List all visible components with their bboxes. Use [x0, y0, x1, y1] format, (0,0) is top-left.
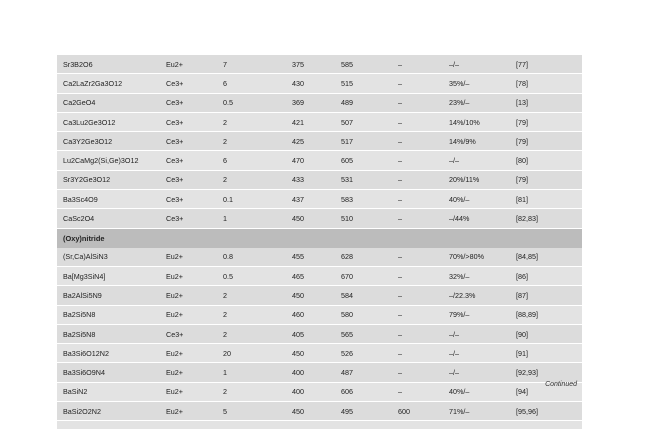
concentration-cell: 2	[217, 382, 286, 401]
efficiency-cell: 14%/10%	[443, 112, 510, 131]
host-cell: CaSc2O4	[57, 209, 160, 228]
concentration-cell: 6	[217, 151, 286, 170]
concentration-cell: 2	[217, 286, 286, 305]
efficiency-cell: 32%/–	[443, 266, 510, 285]
table-row	[57, 324, 582, 343]
host-cell: (Sr,Ca)AlSiN3	[57, 248, 160, 267]
emission-cell: 515	[335, 74, 392, 93]
emission-cell: 565	[335, 324, 392, 343]
concentration-cell: 7	[217, 55, 286, 74]
emission-cell: 507	[335, 112, 392, 131]
fwhm-cell: –	[392, 112, 443, 131]
emission-cell: 531	[335, 170, 392, 189]
concentration-cell: 2	[217, 112, 286, 131]
efficiency-cell: 71%/–	[443, 402, 510, 421]
fwhm-cell: –	[392, 363, 443, 382]
fwhm-cell: –	[392, 151, 443, 170]
emission-cell: 510	[335, 209, 392, 228]
concentration-cell: 6	[217, 74, 286, 93]
table-row	[57, 151, 582, 170]
excitation-cell: 460	[286, 305, 335, 324]
efficiency-cell: –/44%	[443, 209, 510, 228]
table-row	[57, 55, 582, 74]
host-cell: Ca2GeO4	[57, 93, 160, 112]
efficiency-cell: –/–	[443, 363, 510, 382]
concentration-cell: 1	[217, 363, 286, 382]
reference-cell: [94]	[510, 382, 582, 401]
activator-cell: Eu2+	[160, 363, 217, 382]
reference-cell: [13]	[510, 93, 582, 112]
fwhm-cell: –	[392, 324, 443, 343]
concentration-cell: 2	[217, 324, 286, 343]
reference-cell: [79]	[510, 170, 582, 189]
concentration-cell: 5	[217, 402, 286, 421]
concentration-cell: 20	[217, 344, 286, 363]
activator-cell: Eu2+	[160, 402, 217, 421]
reference-cell: [87]	[510, 286, 582, 305]
emission-cell: 487	[335, 363, 392, 382]
table-row	[57, 363, 582, 382]
activator-cell: Eu2+	[160, 305, 217, 324]
host-cell: BaSiN2	[57, 382, 160, 401]
host-cell: Ba2AlSi5N9	[57, 286, 160, 305]
table-row	[57, 112, 582, 131]
emission-cell: 580	[335, 305, 392, 324]
fwhm-cell: –	[392, 305, 443, 324]
concentration-cell: 0.8	[217, 248, 286, 267]
excitation-cell: 455	[286, 248, 335, 267]
emission-cell: 584	[335, 286, 392, 305]
concentration-cell: 0.1	[217, 190, 286, 209]
excitation-cell: 433	[286, 170, 335, 189]
excitation-cell: 375	[286, 55, 335, 74]
activator-cell: Eu2+	[160, 286, 217, 305]
reference-cell: [79]	[510, 132, 582, 151]
continued-note: Continued	[545, 381, 577, 388]
reference-cell: [88,89]	[510, 305, 582, 324]
activator-cell: Ce3+	[160, 170, 217, 189]
host-cell: Ca2LaZr2Ga3O12	[57, 74, 160, 93]
excitation-cell: 450	[286, 402, 335, 421]
table-row	[57, 344, 582, 363]
efficiency-cell: –/22.3%	[443, 286, 510, 305]
excitation-cell: 450	[286, 209, 335, 228]
efficiency-cell: 79%/–	[443, 305, 510, 324]
phosphor-table	[57, 55, 582, 429]
fwhm-cell: –	[392, 266, 443, 285]
section-header-row	[57, 228, 582, 248]
efficiency-cell: –/–	[443, 344, 510, 363]
emission-cell: 628	[335, 248, 392, 267]
efficiency-cell: 23%/–	[443, 93, 510, 112]
table-row	[57, 170, 582, 189]
table-row	[57, 402, 582, 421]
excitation-cell: 450	[286, 286, 335, 305]
reference-cell: [86]	[510, 266, 582, 285]
emission-cell: 606	[335, 382, 392, 401]
host-cell: BaSi2O2N2	[57, 402, 160, 421]
reference-cell: [78]	[510, 74, 582, 93]
fwhm-cell: –	[392, 170, 443, 189]
efficiency-cell: –/–	[443, 324, 510, 343]
table-bottom-spacer	[57, 421, 582, 430]
concentration-cell: 0.5	[217, 266, 286, 285]
excitation-cell: 430	[286, 74, 335, 93]
activator-cell: Eu2+	[160, 266, 217, 285]
table-row	[57, 248, 582, 267]
activator-cell: Ce3+	[160, 112, 217, 131]
fwhm-cell: –	[392, 74, 443, 93]
fwhm-cell: –	[392, 248, 443, 267]
concentration-cell: 0.5	[217, 93, 286, 112]
efficiency-cell: –/–	[443, 151, 510, 170]
table-body-oxynitride	[57, 248, 582, 421]
excitation-cell: 369	[286, 93, 335, 112]
fwhm-cell: –	[392, 190, 443, 209]
activator-cell: Ce3+	[160, 209, 217, 228]
table-body-oxide	[57, 55, 582, 228]
excitation-cell: 437	[286, 190, 335, 209]
concentration-cell: 2	[217, 170, 286, 189]
emission-cell: 605	[335, 151, 392, 170]
fwhm-cell: –	[392, 382, 443, 401]
host-cell: Ba3Si6O12N2	[57, 344, 160, 363]
reference-cell: [91]	[510, 344, 582, 363]
host-cell: Ba2Si5N8	[57, 305, 160, 324]
activator-cell: Ce3+	[160, 93, 217, 112]
emission-cell: 517	[335, 132, 392, 151]
host-cell: Sr3B2O6	[57, 55, 160, 74]
table-row	[57, 209, 582, 228]
reference-cell: [80]	[510, 151, 582, 170]
activator-cell: Ce3+	[160, 151, 217, 170]
reference-cell: [95,96]	[510, 402, 582, 421]
activator-cell: Ce3+	[160, 132, 217, 151]
activator-cell: Eu2+	[160, 55, 217, 74]
activator-cell: Eu2+	[160, 382, 217, 401]
emission-cell: 583	[335, 190, 392, 209]
host-cell: Ba2Si5N8	[57, 324, 160, 343]
excitation-cell: 400	[286, 363, 335, 382]
efficiency-cell: 35%/–	[443, 74, 510, 93]
host-cell: Lu2CaMg2(Si,Ge)3O12	[57, 151, 160, 170]
reference-cell: [79]	[510, 112, 582, 131]
emission-cell: 495	[335, 402, 392, 421]
reference-cell: [92,93]	[510, 363, 582, 382]
fwhm-cell: –	[392, 93, 443, 112]
excitation-cell: 465	[286, 266, 335, 285]
table-row	[57, 382, 582, 401]
host-cell: Ba3Si6O9N4	[57, 363, 160, 382]
fwhm-cell: –	[392, 55, 443, 74]
fwhm-cell: –	[392, 286, 443, 305]
activator-cell: Eu2+	[160, 344, 217, 363]
fwhm-cell: –	[392, 209, 443, 228]
table-row	[57, 305, 582, 324]
fwhm-cell: 600	[392, 402, 443, 421]
excitation-cell: 450	[286, 344, 335, 363]
excitation-cell: 425	[286, 132, 335, 151]
emission-cell: 670	[335, 266, 392, 285]
excitation-cell: 421	[286, 112, 335, 131]
table-row	[57, 132, 582, 151]
excitation-cell: 405	[286, 324, 335, 343]
table-row	[57, 190, 582, 209]
reference-cell: [77]	[510, 55, 582, 74]
excitation-cell: 470	[286, 151, 335, 170]
table-row	[57, 286, 582, 305]
reference-cell: [82,83]	[510, 209, 582, 228]
host-cell: Ba3Sc4O9	[57, 190, 160, 209]
host-cell: Ca3Y2Ge3O12	[57, 132, 160, 151]
table-page	[57, 55, 582, 429]
efficiency-cell: 40%/–	[443, 190, 510, 209]
emission-cell: 526	[335, 344, 392, 363]
emission-cell: 585	[335, 55, 392, 74]
efficiency-cell: 40%/–	[443, 382, 510, 401]
host-cell: Ba[Mg3SiN4]	[57, 266, 160, 285]
concentration-cell: 1	[217, 209, 286, 228]
activator-cell: Eu2+	[160, 248, 217, 267]
section-label: (Oxy)nitride	[57, 228, 582, 248]
host-cell: Ca3Lu2Ge3O12	[57, 112, 160, 131]
reference-cell: [81]	[510, 190, 582, 209]
activator-cell: Ce3+	[160, 190, 217, 209]
fwhm-cell: –	[392, 132, 443, 151]
activator-cell: Ce3+	[160, 324, 217, 343]
efficiency-cell: 20%/11%	[443, 170, 510, 189]
activator-cell: Ce3+	[160, 74, 217, 93]
table-row	[57, 93, 582, 112]
table-row	[57, 266, 582, 285]
table-row	[57, 74, 582, 93]
concentration-cell: 2	[217, 132, 286, 151]
emission-cell: 489	[335, 93, 392, 112]
efficiency-cell: –/–	[443, 55, 510, 74]
efficiency-cell: 14%/9%	[443, 132, 510, 151]
excitation-cell: 400	[286, 382, 335, 401]
reference-cell: [84,85]	[510, 248, 582, 267]
concentration-cell: 2	[217, 305, 286, 324]
efficiency-cell: 70%/>80%	[443, 248, 510, 267]
fwhm-cell: –	[392, 344, 443, 363]
reference-cell: [90]	[510, 324, 582, 343]
host-cell: Sr3Y2Ge3O12	[57, 170, 160, 189]
